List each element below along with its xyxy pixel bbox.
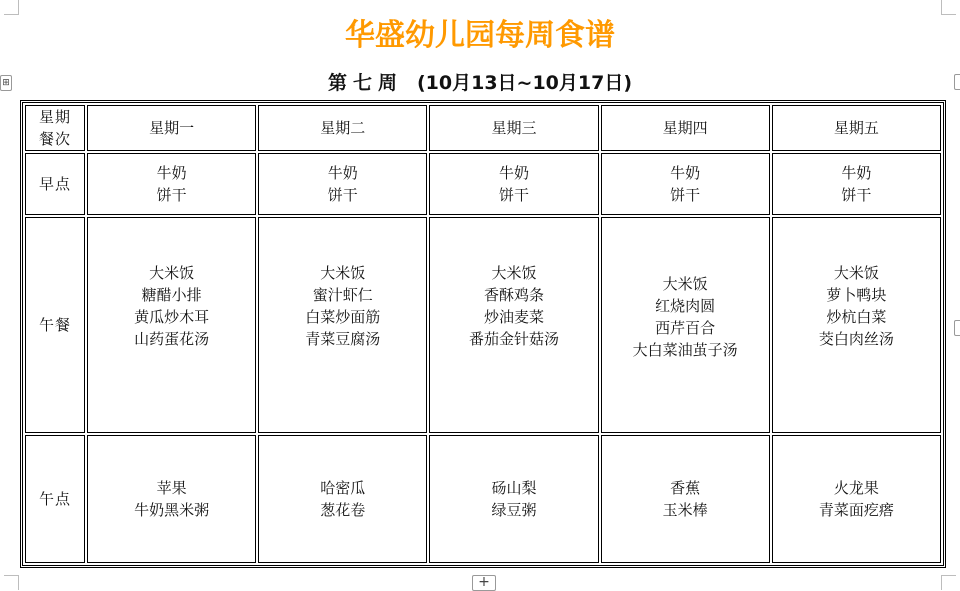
date-range: (10月13日~10月17日): [416, 72, 633, 94]
dish: 糖醋小排: [141, 286, 202, 304]
menu-cell: [772, 153, 941, 215]
dish: 砀山梨: [491, 479, 537, 497]
dish: 山药蛋花汤: [134, 330, 210, 348]
dish: 黄瓜炒木耳: [134, 308, 210, 326]
dish: 牛奶黑米粥: [134, 501, 210, 519]
dish: 青菜面疙瘩: [818, 501, 894, 519]
menu-cell: [601, 153, 770, 215]
table-resize-handle[interactable]: [954, 74, 960, 90]
dish: 牛奶: [670, 164, 701, 182]
table-header-row: [25, 105, 941, 151]
dish: 绿豆粥: [491, 501, 537, 519]
dish: 饼干: [841, 186, 872, 204]
meal-label-afternoon-snack: 午点: [25, 435, 85, 563]
dish: 大米饭: [833, 264, 879, 282]
corner-header-cell: [25, 105, 85, 151]
page-corner-mark: [941, 0, 956, 15]
add-row-icon[interactable]: +: [472, 575, 496, 591]
dish: 大白菜油茧子汤: [632, 341, 738, 359]
table-row-afternoon-snack: [25, 435, 941, 563]
week-label: 第七周: [327, 72, 403, 94]
dish: 葱花卷: [320, 501, 366, 519]
table-resize-handle[interactable]: [954, 320, 960, 336]
menu-cell: [258, 435, 427, 563]
dish: 饼干: [327, 186, 358, 204]
meal-label-lunch: 午餐: [25, 217, 85, 433]
dish: 苹果: [156, 479, 187, 497]
day-header-tuesday: 星期二: [258, 105, 427, 151]
table-row-breakfast: [25, 153, 941, 215]
week-subtitle: [0, 69, 960, 97]
dish: 红烧肉圆: [655, 297, 716, 315]
menu-cell: [258, 153, 427, 215]
dish: 西芹百合: [655, 319, 716, 337]
dish: 饼干: [670, 186, 701, 204]
dish: 炒油麦菜: [483, 308, 544, 326]
dish: 香酥鸡条: [483, 286, 544, 304]
page-corner-mark: [4, 575, 19, 590]
dish: 火龙果: [833, 479, 879, 497]
weekly-menu-table: [20, 100, 946, 568]
menu-cell: [429, 217, 598, 433]
menu-cell: [429, 153, 598, 215]
dish: 饼干: [498, 186, 529, 204]
page-corner-mark: [941, 575, 956, 590]
dish: 茭白肉丝汤: [818, 330, 894, 348]
dish: 牛奶: [156, 164, 187, 182]
menu-cell: [258, 217, 427, 433]
corner-label-meal: 餐次: [38, 130, 71, 148]
day-header-wednesday: 星期三: [429, 105, 598, 151]
dish: 炒杭白菜: [826, 308, 887, 326]
table-move-handle-icon[interactable]: ⊞: [0, 75, 12, 91]
day-header-monday: 星期一: [87, 105, 256, 151]
dish: 番茄金针菇汤: [468, 330, 559, 348]
dish: 哈密瓜: [320, 479, 366, 497]
menu-cell: [87, 153, 256, 215]
menu-cell: [601, 217, 770, 433]
day-header-thursday: 星期四: [601, 105, 770, 151]
dish: 牛奶: [498, 164, 529, 182]
meal-label-breakfast: 早点: [25, 153, 85, 215]
dish: 大米饭: [662, 275, 708, 293]
dish: 香蕉: [670, 479, 701, 497]
menu-cell: [87, 217, 256, 433]
dish: 蜜汁虾仁: [312, 286, 373, 304]
dish: 大米饭: [320, 264, 366, 282]
menu-cell: [429, 435, 598, 563]
menu-cell: [87, 435, 256, 563]
menu-cell: [772, 217, 941, 433]
dish: 青菜豆腐汤: [305, 330, 381, 348]
page-title: 华盛幼儿园每周食谱: [345, 18, 615, 53]
day-header-friday: 星期五: [772, 105, 941, 151]
page-corner-mark: [4, 0, 19, 15]
corner-label-day: 星期: [38, 108, 71, 126]
dish: 白菜炒面筋: [305, 308, 381, 326]
table-row-lunch: [25, 217, 941, 433]
dish: 大米饭: [149, 264, 195, 282]
dish: 萝卜鸭块: [826, 286, 887, 304]
dish: 饼干: [156, 186, 187, 204]
dish: 牛奶: [841, 164, 872, 182]
dish: 牛奶: [327, 164, 358, 182]
dish: 大米饭: [491, 264, 537, 282]
menu-cell: [601, 435, 770, 563]
menu-cell: [772, 435, 941, 563]
dish: 玉米棒: [662, 501, 708, 519]
